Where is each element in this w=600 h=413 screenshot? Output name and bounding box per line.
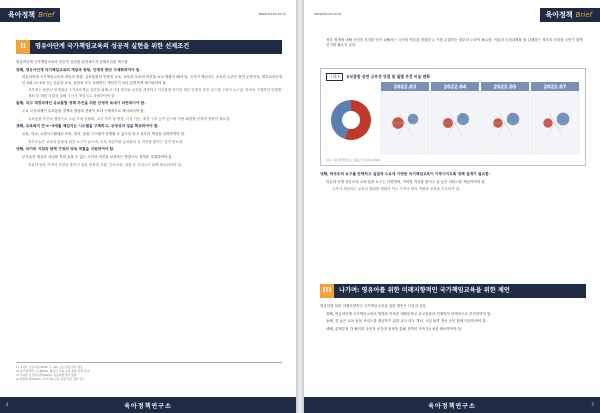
footnote: 4) 박창현 외(2022). 유아교육·보육 통합 추진 방안 연구. [16,376,86,381]
point-2-lead: 둘째, 국고 재정과제인 유보통합 정책 추진을 위한 안정적 토대가 마련되어야 함. [16,101,146,106]
figure-box [320,68,586,166]
point-1-b: 정부에는 돌봄신 선계에서 국가교육책임 실현을 위해 조기에 정부와 교육을 개정하고 이러함에 이어진 세부 단계적 추진 로드맵 구성이 요구됨. 따라서 구체적인 단계별 계획 및 재원 조달을 위해 국가가 책임지고 자원하여야 함. [28,88,282,98]
brand-badge-label: 육아정책 [8,11,36,19]
outro-point: 셋째, 관계부처 간 협력과 국민적 공감대 형성을 통해 정책의 지속가능성을 확보하여야 함. [326,327,463,332]
point-1-a: 영유아단계 국가책임교육의 개념과 방향, 유보통합의 연장선 교육, 교육과 보호의 비전을 보다 명확히 해야 함. 국가가 책임지는 교육의 수준은 전면 무상인지, 대부교육단계인 5세, 0~4세 등), 공급과 교육, 돌봄을 모두 포괄하는 개념인지 보다 분명하게 제시되어야 함. [22,75,282,85]
point-4-lead: 넷째, 국가의 지원과 함께 가정의 양육 역할을 지원하여야 함. [16,147,115,152]
point-4-a: 부모들이 영유아 자녀를 직접 돌볼 수 있는 시간과 여건을 보장하는 방향으로 정책을 설계하여야 함. [22,155,173,160]
panel-positive-cluster [507,113,520,126]
panel-positive-cluster [557,113,570,126]
brand-badge-brief: Brief [575,11,592,19]
figure-source: 자료: 육아정책연구소 설문조사 결과 (2022). [326,158,382,162]
outro-point: 둘째, 질 높은 교육·돌봄 서비스를 제공하기 위한 교사 처우 개선, 시설 환경 개선 등이 함께 이루어져야 함. [326,319,487,324]
donut-hole [342,111,360,129]
site-url: www.kicce.re.kr [314,12,342,16]
intro-text: 영유아단계 국가책임교육의 성공적 실현을 위한 6가지 선제조건을 제시함. [16,60,129,64]
section-title: 영유아단계 국가책임교육의 성공적 실현을 위한 선제조건 [35,43,190,50]
point-4-b: 영유아 양육 가정의 부담을 줄이기 위한 양육비 지원, 부모교육, 상담 등 서비스가 함께 제공되어야 함. [28,162,183,167]
point-3-a: 교육, 학교, 교원시스템에서 보육, 복지, 돌봄 시스템이 연계될 수 있도록 하고 정부의 책임을 강화하여야 함. [22,132,186,137]
figure-title: 유보통합 관련 긍부정 연결 및 월별 부정 비율 변화 [345,74,430,79]
footnotes [16,362,282,381]
footer-logo: 육아정책연구소 [428,403,476,410]
after-fig-lead: 넷째, 학부모의 요구를 반영하고 실질적 수요에 기반한 국가책임교육이 이루어지도록 정책 설계가 필요함. [320,172,491,176]
left-page [0,0,296,413]
panel-month-label: 2022.03 [393,84,417,91]
after-fig-b: 국가가 책임지는 교육의 범위를 명확히 하고 가정의 양육 역할과 조화를 이루어야 함. [332,187,461,192]
footnote: 2) 육아정책연구소(2022). 영유아 교육·보육 통합 관련 조사. [16,368,91,373]
point-3-b: 학부모들은 교육과 돌봄에 대한 요구가 높으며, 특히 어린이집·유치원의 질 격차를 줄이는 것이 중요함. [28,139,184,144]
footnote: 3) 교육부·보건복지부(2022). 유보통합 추진 방향. [16,372,78,377]
section-heading-ii [16,40,282,54]
footer-logo: 육아정책연구소 [124,403,172,410]
site-url: www.kicce.re.kr [258,12,286,16]
section-heading-iii [320,284,586,298]
page-header [304,0,600,24]
page-header [0,0,296,24]
right-bottom-body [320,304,586,335]
right-mid-body [320,172,586,195]
figure-label: 그림 5 [326,73,343,81]
brand-badge-label: 육아정책 [545,11,573,19]
left-body [16,60,282,171]
footnote: 1) 교육부 보도자료(2022. 7. 29). 보도자료 내용 참조. [16,364,84,369]
section-number: III [320,284,334,298]
panel-month-label: 2022.04 [443,84,467,91]
right-page [304,0,600,413]
page-footer [304,397,600,413]
page-number: 4 [6,402,9,407]
after-fig-a: 영유아 단계 학부모의 교육·돌봄 요구는 다양하며, 지역별 격차를 줄이고 질 높은 서비스를 제공하여야 함. [326,179,486,184]
panel-month-label: 2022.05 [493,84,517,91]
point-3-lead: 셋째, 교육복지 만 0~5세를 책임지는 시스템을 구축하고, 공정성과 질을 확보하여야 함. [16,124,159,129]
brand-badge-brief: Brief [38,11,55,19]
point-2-a: 주요 국정과제인 유보통합 정책의 방향과 전략이 보다 구체적으로 제시되어야 함. [22,108,145,113]
point-1-lead: 첫째, 영유아단계 국가책임교육의 개념과 방향, 단계적 방안 구체화하여야 함. [16,67,141,72]
page-number: 5 [591,402,594,407]
figure-graphic [321,80,585,160]
book-gutter [296,0,304,413]
right-top-body [320,38,586,51]
panel-month-label: 2022.07 [543,84,567,91]
panel-positive-cluster [457,113,469,125]
section-number: II [16,40,30,54]
section-title: 나가며: 영유아를 위한 미래지향적인 국가책임교육을 위한 제언 [339,287,510,294]
page-footer [0,397,296,413]
point-2-b: 유보통합 추진의 쟁점으로 소관 부처 일원화, 교사 자격 및 양성, 시설 기준, 재정 구조 등이 있으며 이를 해결할 단계적 전략이 필요함. [28,116,231,121]
outro-point: 첫째, 영유아단계 국가책임교육의 방향과 목표를 재확인하고 유보통합과 연계하여 단계적으로 추진하여야 함. [326,311,492,316]
brand-badge [0,8,60,22]
brand-badge [540,8,600,22]
top-bullet: 정부 정책에 대해 국민의 지지를 얻기 위해서는 국민의 여론을 경청하고, 이를 수렴하는 정부의 노력이 필요함. 이울러 국정과제를 잘 실행하는 정부의 의지를 국민이 함께 인식할 필요가 있음. [326,38,583,48]
outro-intro: 영유아를 위한 미래지향적인 국가책임교육을 위한 제언은 다음과 같음. [320,304,427,308]
